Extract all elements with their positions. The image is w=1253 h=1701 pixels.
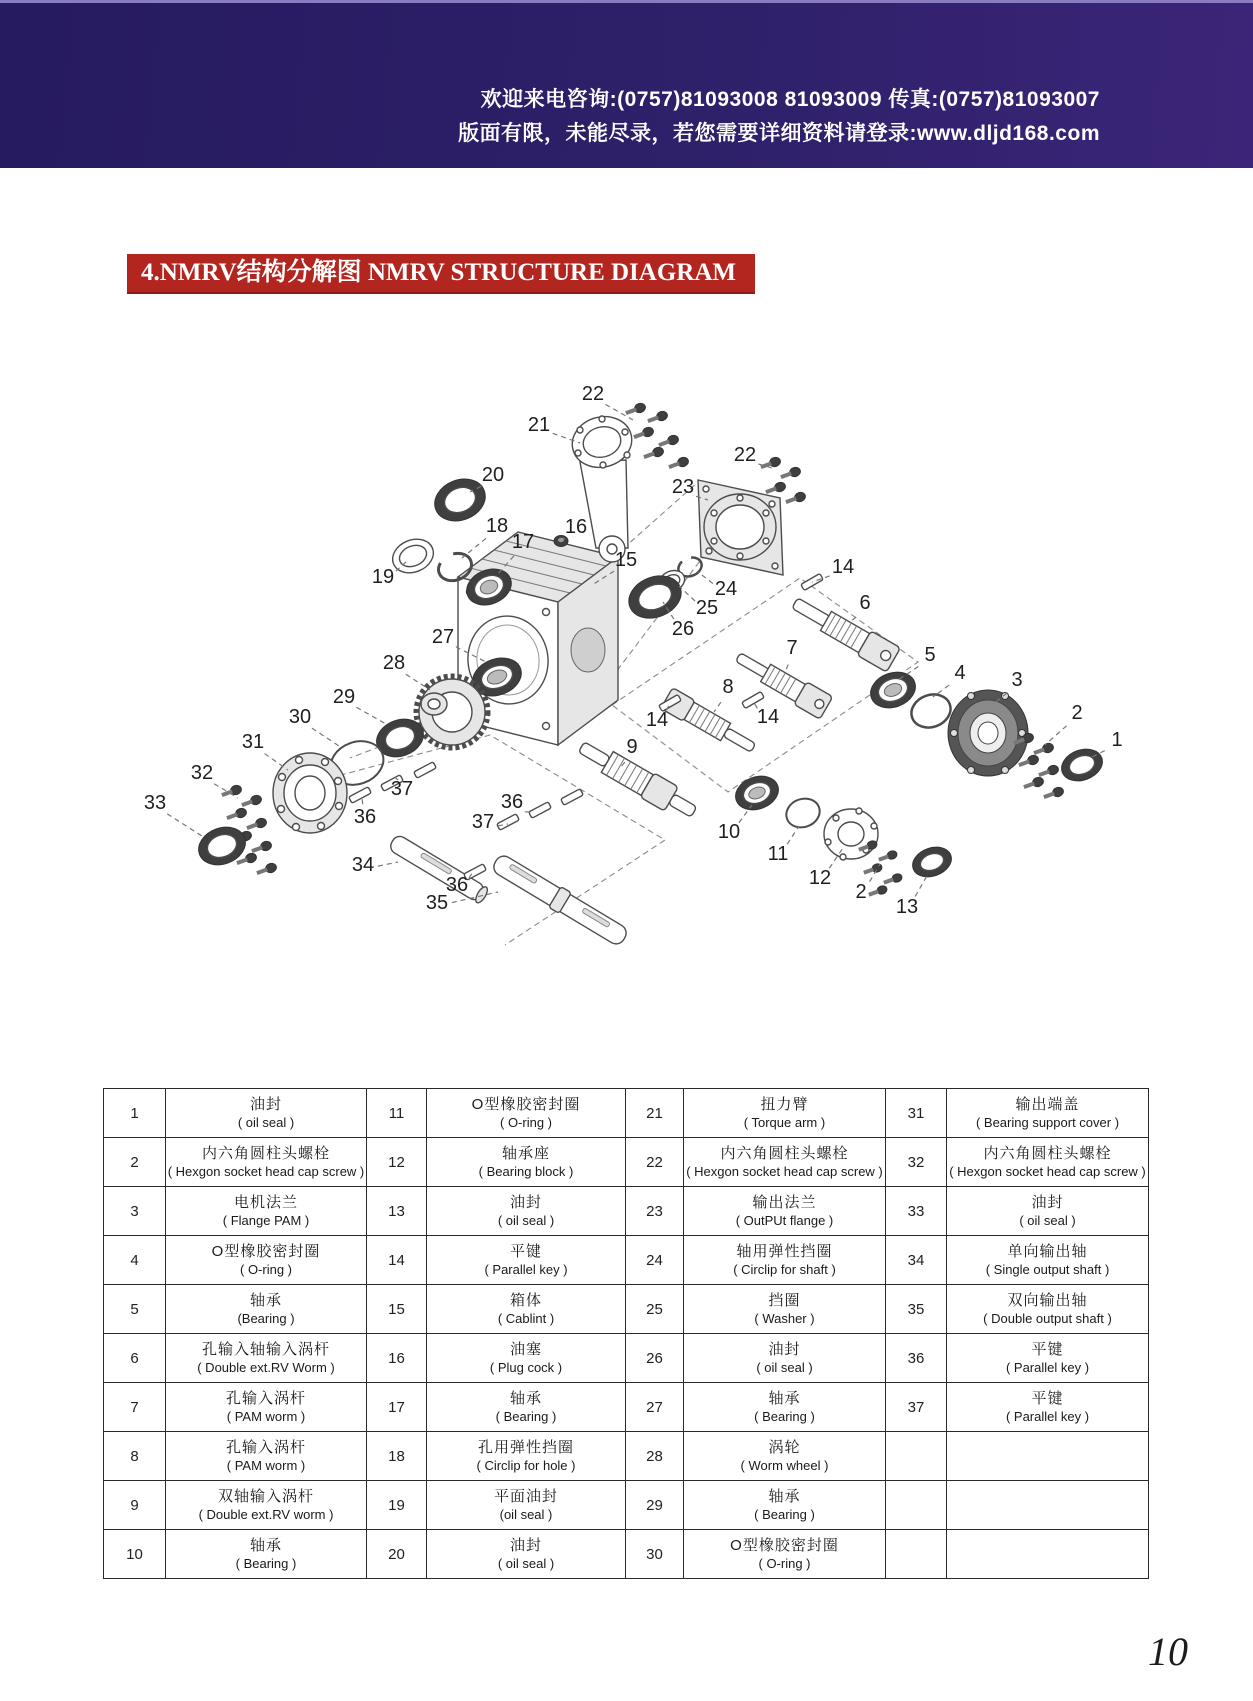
part-name-cell: 轴用弹性挡圈 ( Circlip for shaft ) <box>684 1236 886 1285</box>
callout-leader-line <box>1045 726 1067 745</box>
part-number-cell: 17 <box>367 1383 427 1432</box>
part-name-cell: 扭力臂 ( Torque arm ) <box>684 1089 886 1138</box>
part-name-cell: 输出端盖 ( Bearing support cover ) <box>947 1089 1149 1138</box>
part-number-cell: 30 <box>626 1530 684 1579</box>
part-number-cell: 15 <box>367 1285 427 1334</box>
part-name-cell: 输出法兰 ( OutPUt flange ) <box>684 1187 886 1236</box>
part-label: 4 <box>954 662 966 684</box>
part-number-cell: 6 <box>104 1334 166 1383</box>
double-output-shaft-35 <box>490 851 631 949</box>
part-label: 10 <box>717 821 741 843</box>
parts-table <box>103 1088 1149 1579</box>
part-label: 36 <box>500 791 524 813</box>
worm-shaft-9 <box>574 735 701 824</box>
part-label: 24 <box>714 578 738 600</box>
parallel-key-36 <box>349 787 372 804</box>
part-number-cell: 23 <box>626 1187 684 1236</box>
header-band <box>0 0 1253 168</box>
part-label: 37 <box>390 778 414 800</box>
part-number-cell: 28 <box>626 1432 684 1481</box>
part-number-cell: 37 <box>886 1383 947 1432</box>
part-label: 37 <box>471 811 495 833</box>
part-name-cell: 油封 ( oil seal ) <box>427 1530 626 1579</box>
section-title-banner: 4.NMRV结构分解图 NMRV STRUCTURE DIAGRAM <box>127 254 755 292</box>
part-name-cell: O型橡胶密封圈 ( O-ring ) <box>684 1530 886 1579</box>
part-label: 11 <box>767 843 789 865</box>
table-row <box>104 1334 1149 1383</box>
part-label: 26 <box>671 618 695 640</box>
part-name-cell <box>947 1530 1149 1579</box>
part-number-cell: 25 <box>626 1285 684 1334</box>
parallel-key-37 <box>414 762 437 779</box>
part-name-cell: 平键 ( Parallel key ) <box>947 1334 1149 1383</box>
callout-leader-line <box>915 874 928 896</box>
part-label: 2 <box>1071 702 1083 724</box>
part-label: 33 <box>143 792 167 814</box>
part-number-cell: 31 <box>886 1089 947 1138</box>
part-number-cell: 34 <box>886 1236 947 1285</box>
o-ring-11 <box>782 794 824 832</box>
table-row <box>104 1236 1149 1285</box>
part-number-cell: 11 <box>367 1089 427 1138</box>
part-number-cell: 9 <box>104 1481 166 1530</box>
part-label: 15 <box>614 549 638 571</box>
part-number-cell: 36 <box>886 1334 947 1383</box>
part-name-cell: 箱体 ( Cablint ) <box>427 1285 626 1334</box>
callout-leader-line <box>312 728 342 748</box>
part-callouts <box>144 383 1123 918</box>
part-label: 14 <box>831 556 855 578</box>
part-label: 22 <box>733 444 757 466</box>
oil-seal-1 <box>1057 744 1107 787</box>
part-name-cell: 内六角圆柱头螺栓 ( Hexgon socket head cap screw ) <box>166 1138 367 1187</box>
callout-leader-line <box>786 665 788 670</box>
table-row <box>104 1187 1149 1236</box>
table-row <box>104 1285 1149 1334</box>
part-label: 20 <box>481 464 505 486</box>
part-number-cell <box>886 1432 947 1481</box>
part-number-cell: 20 <box>367 1530 427 1579</box>
part-label: 14 <box>645 709 669 731</box>
part-number-cell: 16 <box>367 1334 427 1383</box>
part-label: 22 <box>581 383 605 405</box>
callout-leader-line <box>378 862 398 866</box>
part-name-cell: 孔输入涡杆 ( PAM worm ) <box>166 1432 367 1481</box>
part-label: 32 <box>190 762 214 784</box>
part-name-cell: 平面油封 (oil seal ) <box>427 1481 626 1530</box>
callout-leader-line <box>714 702 721 712</box>
part-label: 27 <box>431 626 455 648</box>
part-label: 28 <box>382 652 406 674</box>
torque-arm <box>564 410 638 562</box>
bearing-support-cover-31 <box>273 753 347 833</box>
worm-shaft-6 <box>788 591 901 672</box>
part-number-cell: 35 <box>886 1285 947 1334</box>
part-name-cell: 轴承 ( Bearing ) <box>684 1481 886 1530</box>
part-label: 17 <box>511 531 535 553</box>
callout-leader-line <box>167 814 205 838</box>
part-number-cell: 26 <box>626 1334 684 1383</box>
part-label: 36 <box>445 874 469 896</box>
part-label: 30 <box>288 706 312 728</box>
part-number-cell: 19 <box>367 1481 427 1530</box>
part-label: 8 <box>722 676 734 698</box>
table-row <box>104 1138 1149 1187</box>
table-row <box>104 1530 1149 1579</box>
parallel-key-37 <box>529 802 552 819</box>
part-name-cell: 平键 ( Parallel key ) <box>947 1383 1149 1432</box>
part-label: 2 <box>855 881 867 903</box>
socket-screws-22 <box>624 402 689 471</box>
part-number-cell: 2 <box>104 1138 166 1187</box>
socket-screws-2 <box>1012 732 1064 801</box>
part-name-cell: 油封 ( oil seal ) <box>684 1334 886 1383</box>
part-label: 12 <box>808 867 832 889</box>
part-number-cell: 7 <box>104 1383 166 1432</box>
part-label: 16 <box>564 516 588 538</box>
part-number-cell: 4 <box>104 1236 166 1285</box>
part-label: 21 <box>527 414 551 436</box>
part-name-cell: 孔输入轴输入涡杆 ( Double ext.RV Worm ) <box>166 1334 367 1383</box>
parallel-key-36 <box>561 789 584 806</box>
header-contact-line: 欢迎来电咨询:(0757)81093008 81093009 传真:(0757)81093007 <box>480 88 1100 111</box>
part-name-cell: 轴承 (Bearing ) <box>166 1285 367 1334</box>
part-number-cell: 32 <box>886 1138 947 1187</box>
part-label: 3 <box>1011 669 1023 691</box>
part-number-cell: 29 <box>626 1481 684 1530</box>
table-row <box>104 1383 1149 1432</box>
part-name-cell: 油封 ( oil seal ) <box>947 1187 1149 1236</box>
part-label: 25 <box>695 597 719 619</box>
part-name-cell: 平键 ( Parallel key ) <box>427 1236 626 1285</box>
part-name-cell: 孔输入涡杆 ( PAM worm ) <box>166 1383 367 1432</box>
part-name-cell: 油封 ( oil seal ) <box>166 1089 367 1138</box>
part-name-cell: 轴承座 ( Bearing block ) <box>427 1138 626 1187</box>
part-label: 34 <box>351 854 375 876</box>
part-number-cell <box>886 1481 947 1530</box>
part-name-cell: 涡轮 ( Worm wheel ) <box>684 1432 886 1481</box>
part-label: 6 <box>859 592 871 614</box>
part-number-cell: 3 <box>104 1187 166 1236</box>
part-name-cell: 油塞 ( Plug cock ) <box>427 1334 626 1383</box>
part-name-cell: 孔用弹性挡圈 ( Circlip for hole ) <box>427 1432 626 1481</box>
part-name-cell: 电机法兰 ( Flange PAM ) <box>166 1187 367 1236</box>
part-number-cell: 21 <box>626 1089 684 1138</box>
part-name-cell <box>947 1432 1149 1481</box>
exploded-diagram <box>100 340 1160 950</box>
oil-seal-13 <box>908 842 955 882</box>
callout-leader-line <box>850 617 856 622</box>
part-number-cell: 5 <box>104 1285 166 1334</box>
page-number: 10 <box>1148 1629 1188 1674</box>
part-name-cell: O型橡胶密封圈 ( O-ring ) <box>427 1089 626 1138</box>
part-number-cell <box>886 1530 947 1579</box>
table-row <box>104 1481 1149 1530</box>
callout-leader-line <box>356 707 386 724</box>
part-name-cell <box>947 1481 1149 1530</box>
part-name-cell: O型橡胶密封圈 ( O-ring ) <box>166 1236 367 1285</box>
part-name-cell: 双轴输入涡杆 ( Double ext.RV worm ) <box>166 1481 367 1530</box>
part-label: 29 <box>332 686 356 708</box>
part-label: 7 <box>786 637 798 659</box>
part-name-cell: 单向输出轴 ( Single output shaft ) <box>947 1236 1149 1285</box>
header-website-line: 版面有限，未能尽录，若您需要详细资料请登录:www.dljd168.com <box>458 122 1100 145</box>
table-row <box>104 1432 1149 1481</box>
part-name-cell: 轴承 ( Bearing ) <box>684 1383 886 1432</box>
part-number-cell: 33 <box>886 1187 947 1236</box>
part-label: 9 <box>626 736 638 758</box>
part-number-cell: 10 <box>104 1530 166 1579</box>
part-label: 5 <box>924 644 936 666</box>
part-name-cell: 轴承 ( Bearing ) <box>166 1530 367 1579</box>
part-number-cell: 18 <box>367 1432 427 1481</box>
part-number-cell: 1 <box>104 1089 166 1138</box>
motor-flange-3 <box>948 690 1028 776</box>
part-label: 19 <box>371 566 395 588</box>
part-label: 31 <box>241 731 265 753</box>
output-flange-23 <box>698 480 783 575</box>
part-name-cell: 挡圈 ( Washer ) <box>684 1285 886 1334</box>
callout-leader-line <box>698 572 713 584</box>
part-label: 13 <box>895 896 919 918</box>
part-name-cell: 油封 ( oil seal ) <box>427 1187 626 1236</box>
part-number-cell: 27 <box>626 1383 684 1432</box>
part-number-cell: 8 <box>104 1432 166 1481</box>
part-label: 18 <box>485 515 509 537</box>
part-name-cell: 内六角圆柱头螺栓 ( Hexgon socket head cap screw ) <box>947 1138 1149 1187</box>
part-number-cell: 24 <box>626 1236 684 1285</box>
bearing-10 <box>731 770 783 815</box>
part-number-cell: 22 <box>626 1138 684 1187</box>
part-label: 23 <box>671 476 695 498</box>
flat-seal-19 <box>388 533 439 578</box>
bearing-block-12 <box>824 808 878 860</box>
part-name-cell: 轴承 ( Bearing ) <box>427 1383 626 1432</box>
oil-seal-33 <box>193 821 250 871</box>
part-number-cell: 12 <box>367 1138 427 1187</box>
part-name-cell: 双向输出轴 ( Double output shaft ) <box>947 1285 1149 1334</box>
callout-leader-line <box>787 826 799 844</box>
part-number-cell: 14 <box>367 1236 427 1285</box>
table-row <box>104 1089 1149 1138</box>
part-label: 36 <box>353 806 377 828</box>
worm-wheel-28 <box>416 676 488 748</box>
parallel-key-36 <box>497 814 520 831</box>
part-label: 1 <box>1111 729 1123 751</box>
part-label: 35 <box>425 892 449 914</box>
part-label: 14 <box>756 706 780 728</box>
part-name-cell: 内六角圆柱头螺栓 ( Hexgon socket head cap screw ) <box>684 1138 886 1187</box>
part-number-cell: 13 <box>367 1187 427 1236</box>
